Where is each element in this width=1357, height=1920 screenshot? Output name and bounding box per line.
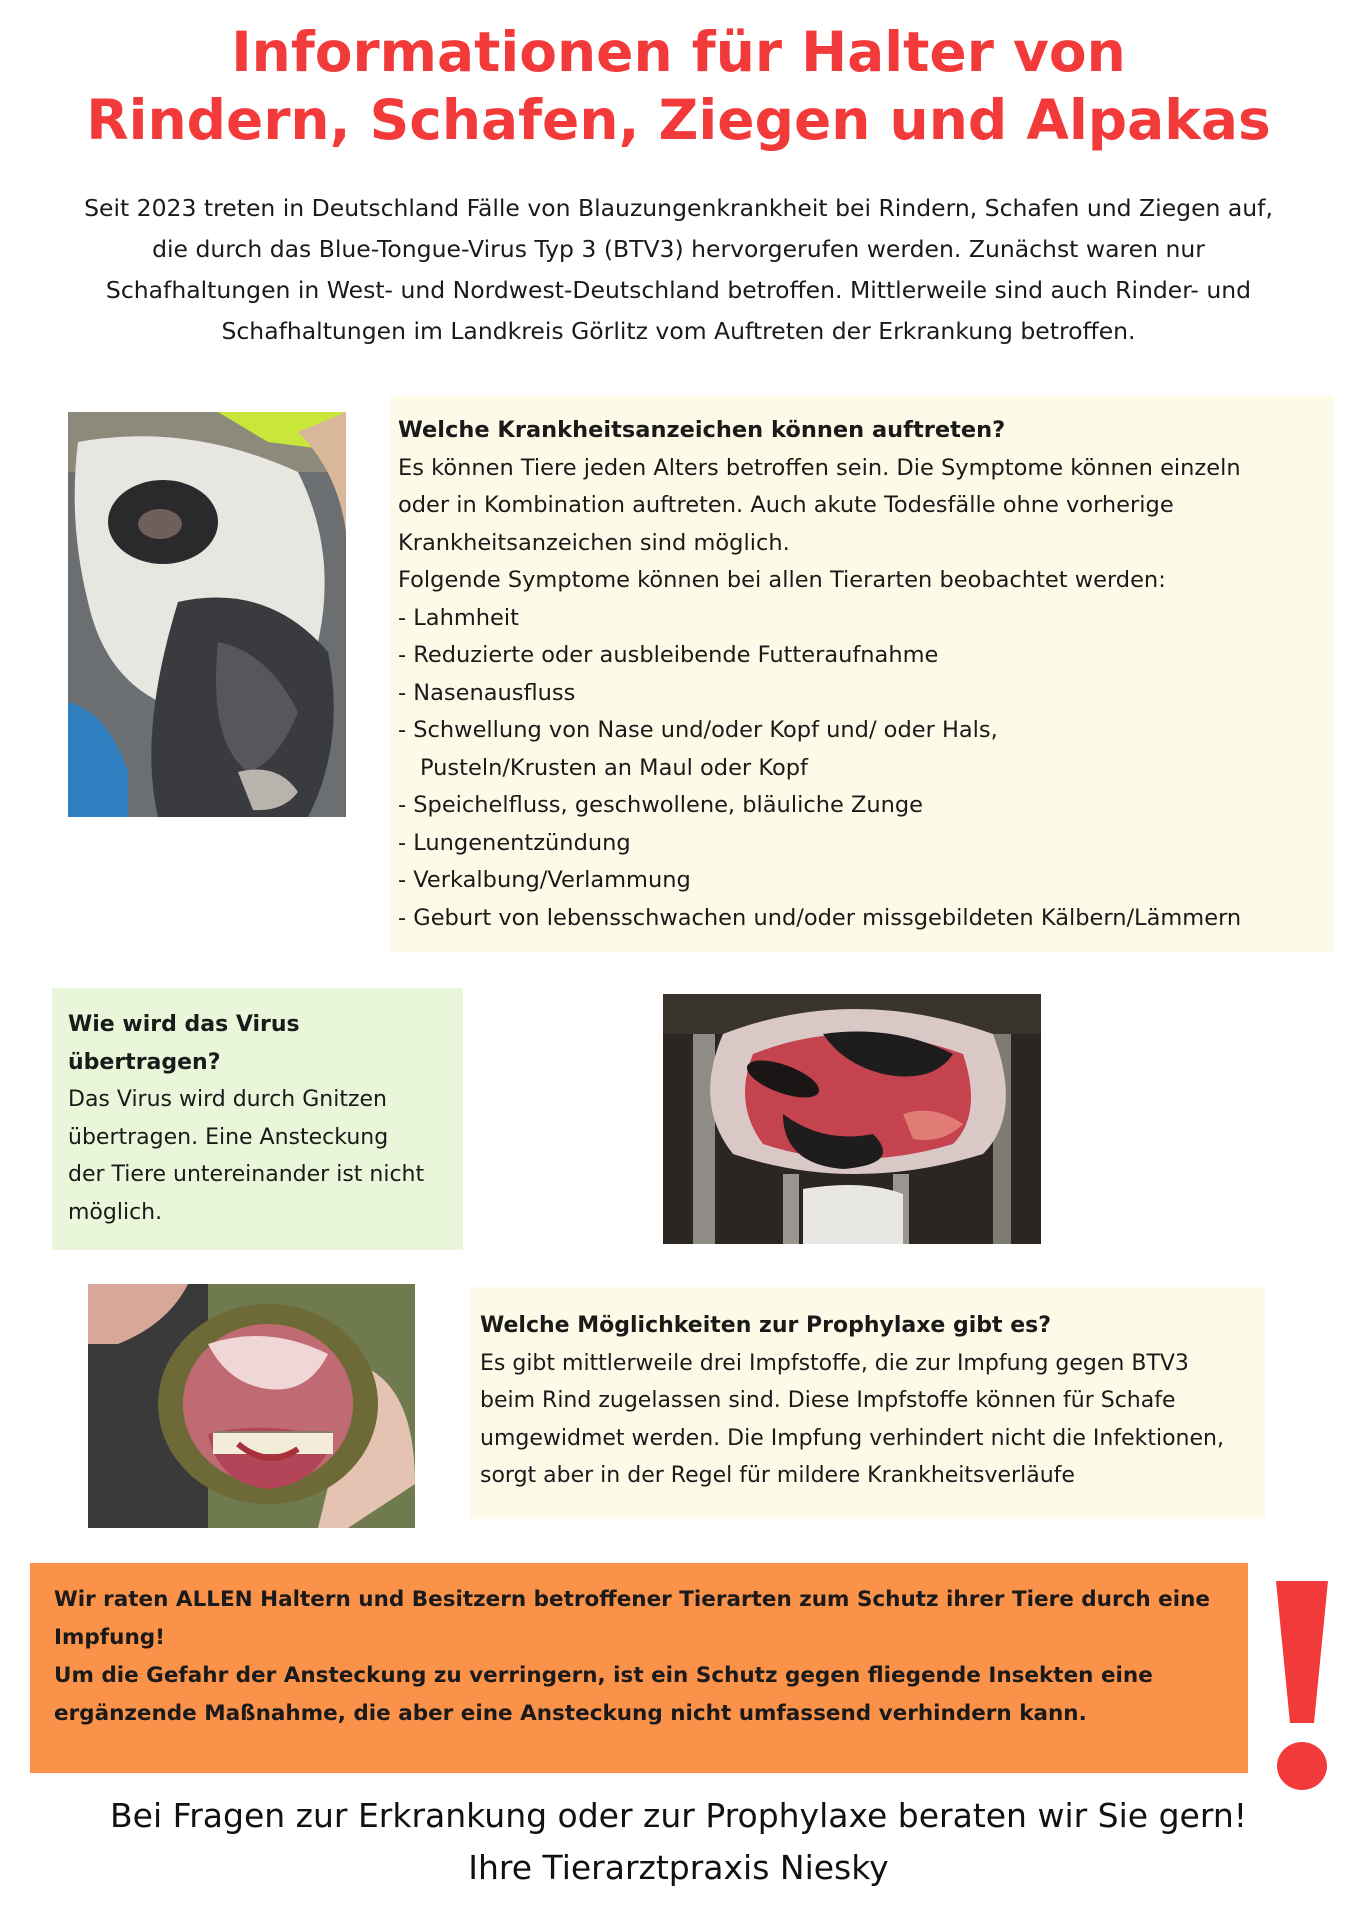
recommendation-box bbox=[30, 1563, 1248, 1773]
symptom-item: - Lungenentzündung bbox=[398, 829, 631, 856]
intro-line: die durch das Blue-Tongue-Virus Typ 3 (BTV3) hervorgerufen werden. Zunächst waren nur bbox=[152, 235, 1205, 263]
prophylaxis-text-line: sorgt aber in der Regel für mildere Krankheitsverläufe bbox=[480, 1463, 1075, 1488]
title-line-2: Rindern, Schafen, Ziegen und Alpakas bbox=[86, 88, 1271, 152]
prophylaxis-box bbox=[470, 1287, 1265, 1519]
page-title bbox=[0, 18, 1357, 154]
cow-nose-photo bbox=[663, 994, 1041, 1244]
intro-line: Schafhaltungen in West- und Nordwest-Deutschland betroffen. Mittlerweile sind auch Rinder- und bbox=[105, 276, 1252, 304]
symptom-item: - Reduzierte oder ausbleibende Futteraufnahme bbox=[398, 642, 939, 668]
symptom-item: - Speichelfluss, geschwollene, bläuliche Zunge bbox=[398, 792, 924, 818]
prophylaxis-heading: Welche Möglichkeiten zur Prophylaxe gibt es? bbox=[480, 1313, 1051, 1338]
intro-paragraph bbox=[40, 188, 1317, 352]
transmission-text-line: möglich. bbox=[68, 1199, 163, 1225]
intro-line: Seit 2023 treten in Deutschland Fälle von Blauzungenkrankheit bei Rindern, Schafen und Ziegen auf, bbox=[84, 194, 1273, 222]
transmission-heading: Wie wird das Virus bbox=[68, 1012, 300, 1037]
symptoms-text-line: oder in Kombination auftreten. Auch akute Todesfälle ohne vorherige bbox=[398, 492, 1174, 518]
recommendation-line: ergänzende Maßnahme, die aber eine Ansteckung nicht umfassend verhindern kann. bbox=[54, 1701, 1087, 1726]
practice-signature: Ihre Tierarztpraxis Niesky bbox=[468, 1848, 889, 1887]
symptoms-text-line: Es können Tiere jeden Alters betroffen sein. Die Symptome können einzeln bbox=[398, 454, 1241, 481]
transmission-heading: übertragen? bbox=[68, 1049, 221, 1075]
exclamation-icon bbox=[1262, 1573, 1342, 1793]
symptoms-box bbox=[390, 396, 1334, 952]
symptom-item-continuation: Pusteln/Krusten an Maul oder Kopf bbox=[420, 754, 808, 781]
transmission-box bbox=[52, 988, 463, 1250]
intro-line: Schafhaltungen im Landkreis Görlitz vom Auftreten der Erkrankung betroffen. bbox=[221, 317, 1136, 345]
symptom-item: - Lahmheit bbox=[398, 604, 519, 631]
title-line-1: Informationen für Halter von bbox=[231, 20, 1126, 84]
recommendation-line: Impfung! bbox=[54, 1625, 165, 1650]
symptom-item: - Verkalbung/Verlammung bbox=[398, 867, 691, 893]
prophylaxis-text-line: beim Rind zugelassen sind. Diese Impfstoffe können für Schafe bbox=[480, 1388, 1176, 1413]
recommendation-line: Um die Gefahr der Ansteckung zu verringern, ist ein Schutz gegen fliegende Insekten eine bbox=[54, 1663, 1153, 1688]
symptoms-text-line: Folgende Symptome können bei allen Tierarten beobachtet werden: bbox=[398, 567, 1166, 593]
symptom-item: - Nasenausfluss bbox=[398, 679, 576, 706]
prophylaxis-text-line: Es gibt mittlerweile drei Impfstoffe, die zur Impfung gegen BTV3 bbox=[480, 1350, 1189, 1376]
transmission-text-line: der Tiere untereinander ist nicht bbox=[68, 1162, 425, 1187]
symptom-item: - Geburt von lebensschwachen und/oder missgebildeten Kälbern/Lämmern bbox=[398, 904, 1242, 931]
sheep-mouth-photo bbox=[88, 1284, 415, 1528]
closing-line-1: Bei Fragen zur Erkrankung oder zur Prophylaxe beraten wir Sie gern! bbox=[110, 1796, 1247, 1835]
transmission-text-line: Das Virus wird durch Gnitzen bbox=[68, 1087, 387, 1112]
symptom-item: - Schwellung von Nase und/oder Kopf und/ oder Hals, bbox=[398, 717, 998, 743]
symptoms-text-line: Krankheitsanzeichen sind möglich. bbox=[398, 529, 790, 556]
recommendation-line: Wir raten ALLEN Haltern und Besitzern betroffener Tierarten zum Schutz ihrer Tiere durch eine bbox=[54, 1587, 1210, 1612]
symptoms-heading: Welche Krankheitsanzeichen können auftreten? bbox=[398, 417, 1006, 443]
closing-text bbox=[0, 1790, 1357, 1894]
prophylaxis-text-line: umgewidmet werden. Die Impfung verhindert nicht die Infektionen, bbox=[480, 1425, 1224, 1451]
transmission-text-line: übertragen. Eine Ansteckung bbox=[68, 1124, 389, 1150]
sheep-head-photo bbox=[68, 412, 346, 817]
